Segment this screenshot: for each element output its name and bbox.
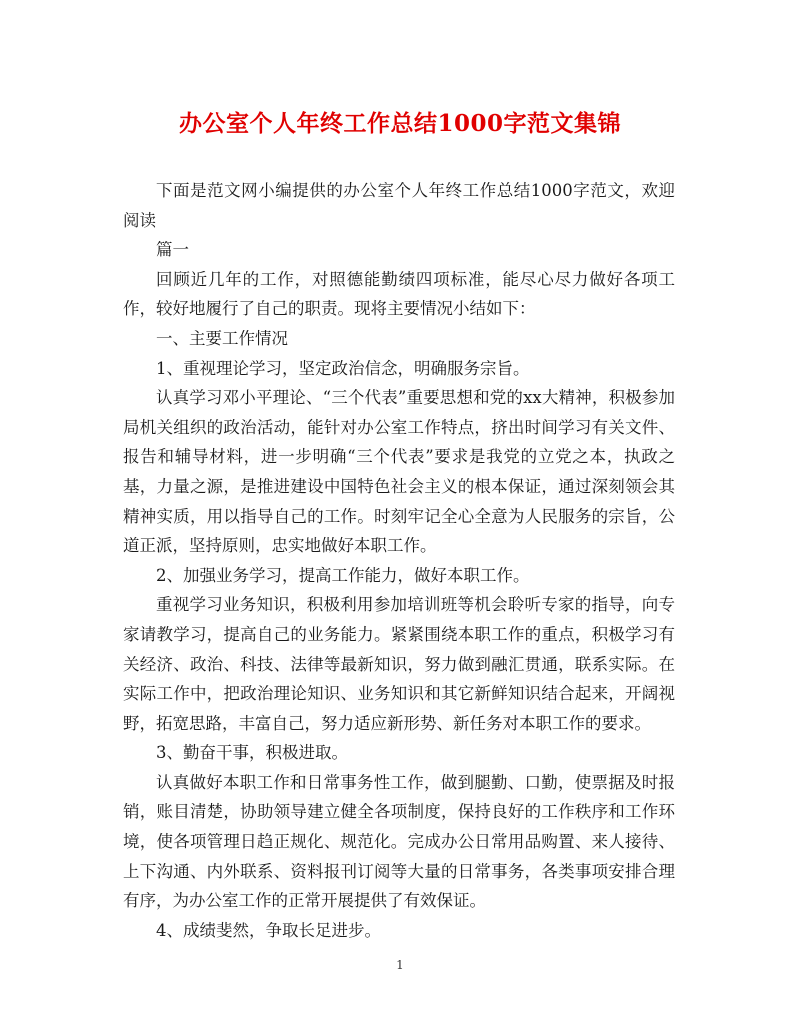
subheading: 2、加强业务学习，提高工作能力，做好本职工作。 — [156, 565, 530, 585]
section-heading: 一、主要工作情况 — [156, 328, 288, 348]
document-body — [123, 176, 675, 945]
subheading: 4、成绩斐然，争取长足进步。 — [156, 920, 381, 940]
subheading: 3、勤奋干事，积极进取。 — [156, 743, 348, 763]
section-label: 篇一 — [156, 240, 189, 260]
document-title: 办公室个人年终工作总结1000字范文集锦 — [178, 110, 621, 137]
body-paragraph: 回顾近几年的工作，对照德能勤绩四项标准，能尽心尽力做好各项工作，较好地履行了自己的职责。现将主要情况小结如下： — [123, 269, 675, 319]
subheading: 1、重视理论学习，坚定政治信念，明确服务宗旨。 — [156, 358, 530, 378]
body-paragraph: 认真学习邓小平理论、“三个代表”重要思想和党的xx大精神，积极参加局机关组织的政治活动，能针对办公室工作特点，挤出时间学习有关文件、报告和辅导材料，进一步明确“三个代表”要求是我党的立党之本，执政之基，力量之源，是推进建设中国特色社会主义的根本保证，通过深刻领会其精神实质，用以指导自己的工作。时刻牢记全心全意为人民服务的宗旨，公道正派，坚持原则，忠实地做好本职工作。 — [123, 388, 675, 556]
body-paragraph: 重视学习业务知识，积极利用参加培训班等机会聆听专家的指导，向专家请教学习，提高自己的业务能力。紧紧围绕本职工作的重点，积极学习有关经济、政治、科技、法律等最新知识，努力做到融汇贯通，联系实际。在实际工作中，把政治理论知识、业务知识和其它新鲜知识结合起来，开阔视野，拓宽思路，丰富自己，努力适应新形势、新任务对本职工作的要求。 — [123, 595, 675, 733]
intro-paragraph: 下面是范文网小编提供的办公室个人年终工作总结1000字范文，欢迎阅读 — [123, 181, 675, 230]
page-number: 1 — [396, 958, 404, 972]
body-paragraph: 认真做好本职工作和日常事务性工作，做到腿勤、口勤，使票据及时报销，账目清楚，协助领导建立健全各项制度，保持良好的工作秩序和工作环境，使各项管理日趋正规化、规范化。完成办公日常用品购置、来人接待、上下沟通、内外联系、资料报刊订阅等大量的日常事务，各类事项安排合理有序，为办公室工作的正常开展提供了有效保证。 — [123, 772, 675, 911]
